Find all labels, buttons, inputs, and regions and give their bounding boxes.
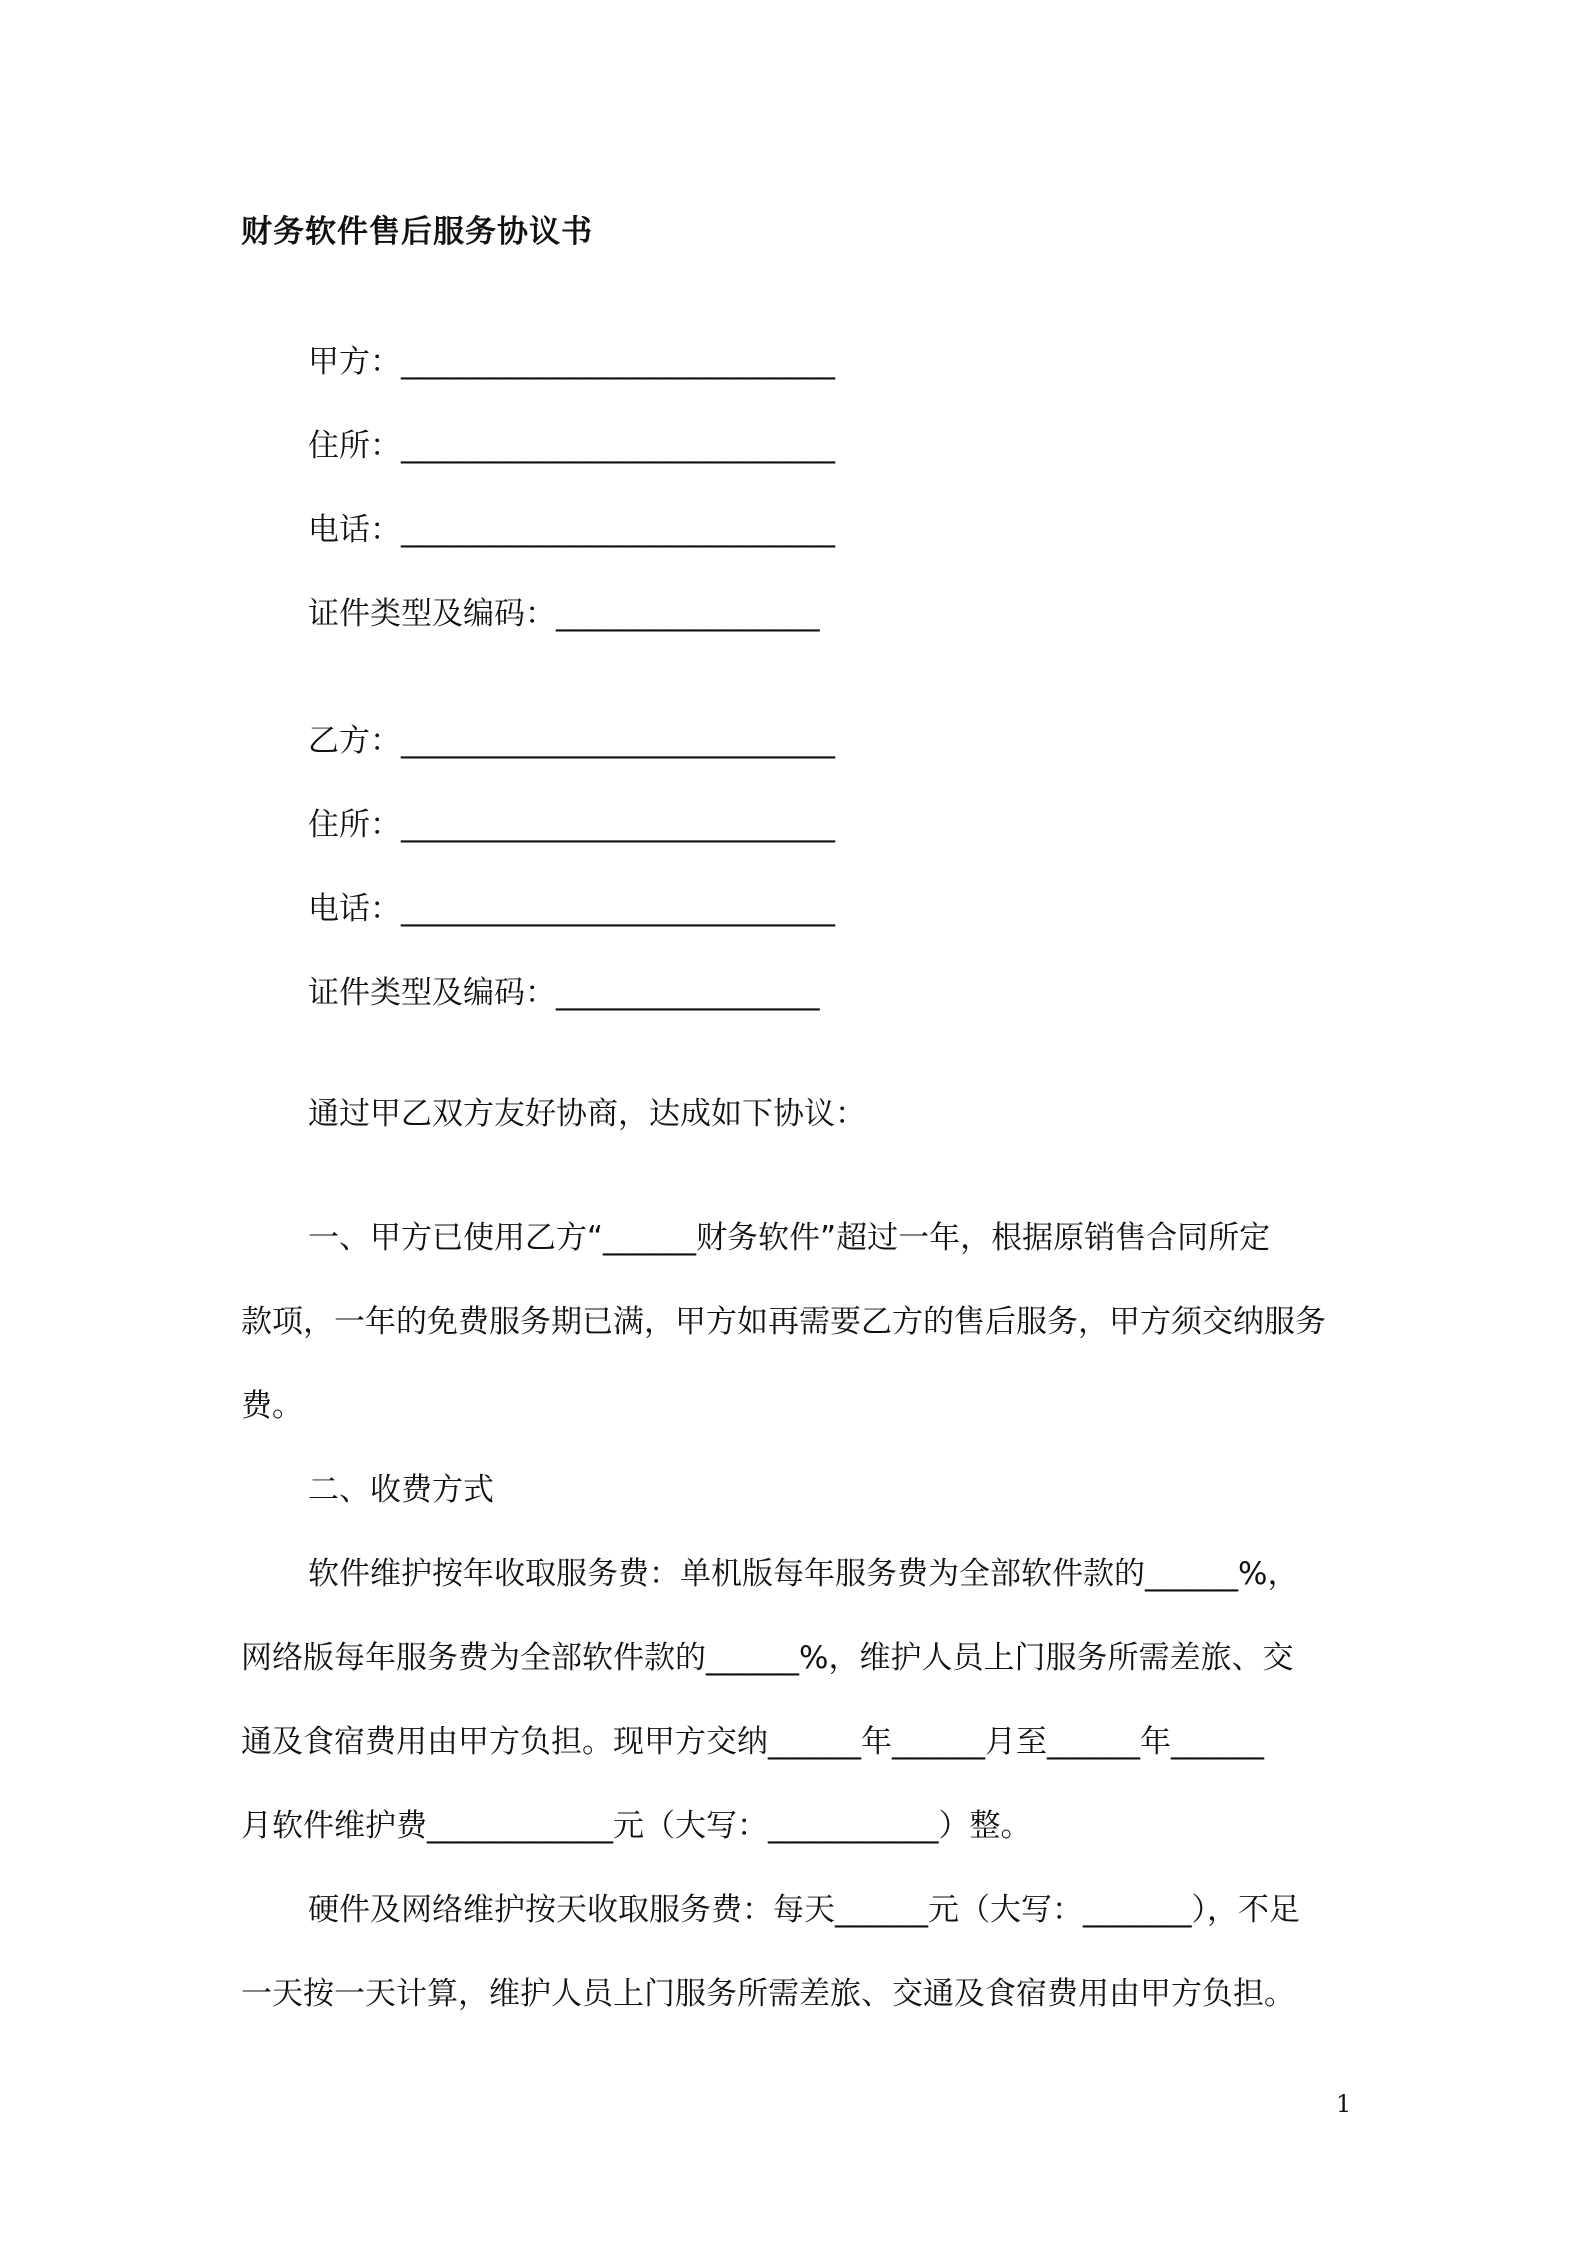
party-a-name-field: 甲方：____________________________ (308, 344, 835, 380)
clause-1-line: 一、甲方已使用乙方“______财务软件”超过一年，根据原销售合同所定 (308, 1220, 1271, 1256)
clause-2-paragraph-line: 一天按一天计算，维护人员上门服务所需差旅、交通及食宿费用由甲方负担。 (241, 1976, 1295, 2012)
party-a-phone-field: 电话：____________________________ (308, 512, 835, 548)
page-number: 1 (1336, 2090, 1352, 2118)
clause-2-paragraph-line: 软件维护按年收取服务费：单机版每年服务费为全部软件款的______%， (308, 1556, 1299, 1592)
clause-2-heading: 二、收费方式 (308, 1472, 494, 1508)
clause-2-paragraph-line: 月软件维护费____________元（大写：___________）整。 (241, 1808, 1032, 1844)
clause-2-paragraph-line: 网络版每年服务费为全部软件款的______%，维护人员上门服务所需差旅、交 (241, 1640, 1294, 1676)
party-a-id-field: 证件类型及编码：_________________ (308, 596, 820, 632)
party-b-name-field: 乙方：____________________________ (308, 723, 835, 759)
clause-2-paragraph-line: 硬件及网络维护按天收取服务费：每天______元（大写：_______），不足 (308, 1892, 1300, 1928)
clause-2-paragraph-line: 通及食宿费用由甲方负担。现甲方交纳______年______月至______年______ (241, 1724, 1264, 1760)
clause-1-line: 款项，一年的免费服务期已满，甲方如再需要乙方的售后服务，甲方须交纳服务 (241, 1304, 1326, 1340)
clause-1-line: 费。 (241, 1388, 303, 1424)
party-b-address-field: 住所：____________________________ (308, 807, 835, 843)
agreement-intro: 通过甲乙双方友好协商，达成如下协议： (308, 1096, 866, 1132)
party-b-id-field: 证件类型及编码：_________________ (308, 975, 820, 1011)
party-a-address-field: 住所：____________________________ (308, 428, 835, 464)
document-title: 财务软件售后服务协议书 (241, 214, 593, 250)
party-b-phone-field: 电话：____________________________ (308, 891, 835, 927)
